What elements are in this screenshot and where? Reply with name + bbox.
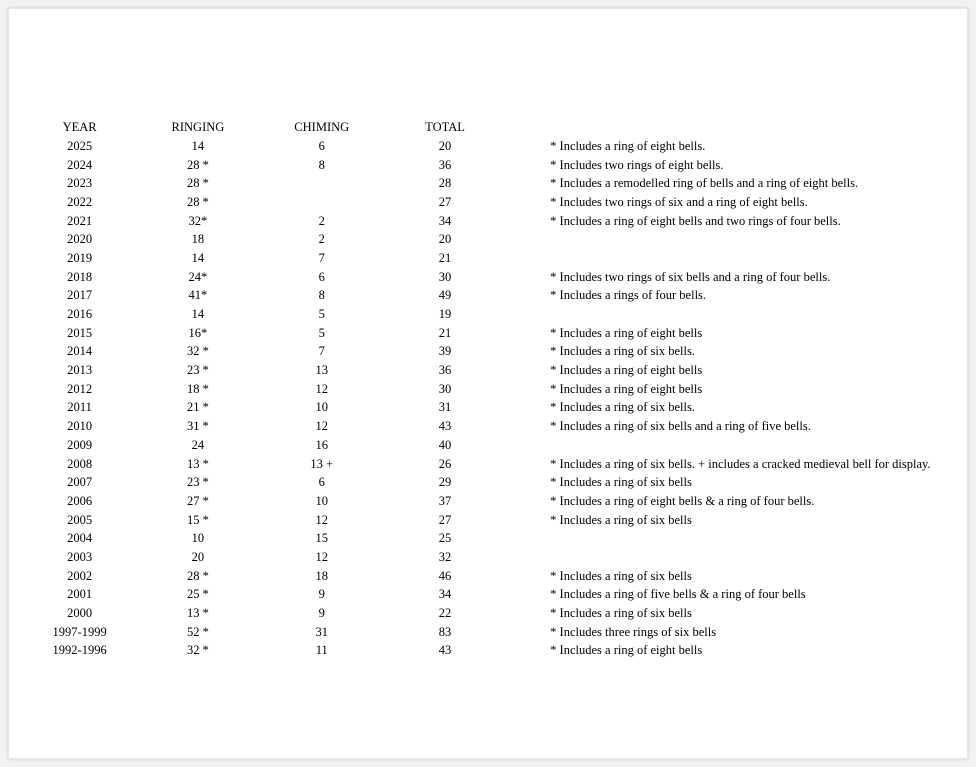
cell-total: 49	[438, 288, 452, 303]
cell-total: 19	[438, 307, 452, 322]
cell-note	[520, 249, 967, 268]
cell-chiming: 6	[318, 269, 325, 284]
cell-ringing: 21 *	[186, 400, 209, 415]
cell-ringing: 32 *	[186, 344, 209, 359]
header-ringing: RINGING	[171, 119, 225, 134]
cell-ringing: 32*	[188, 213, 208, 228]
cell-note: * Includes a ring of five bells & a ring of four bells	[550, 587, 806, 602]
cell-ringing: 10	[191, 531, 205, 546]
cell-ringing: 18	[191, 232, 205, 247]
cell-note: * Includes a ring of six bells	[550, 568, 692, 583]
table-row	[37, 305, 967, 324]
header-notes	[520, 117, 967, 137]
cell-total: 40	[438, 437, 452, 452]
cell-total: 32	[438, 549, 452, 564]
table-row	[37, 642, 967, 661]
cell-total: 43	[438, 643, 452, 658]
cell-year: 2020	[67, 232, 93, 247]
cell-year: 2008	[67, 456, 93, 471]
cell-year: 2025	[67, 138, 93, 153]
table-row	[37, 529, 967, 548]
cell-note: * Includes a ring of six bells	[550, 512, 692, 527]
cell-total: 20	[438, 232, 452, 247]
cell-chiming: 12	[315, 549, 328, 564]
cell-ringing: 18 *	[186, 381, 209, 396]
table-row	[37, 399, 967, 418]
cell-chiming: 9	[318, 587, 325, 602]
cell-chiming: 7	[318, 250, 325, 265]
cell-note: * Includes a ring of eight bells	[550, 325, 703, 340]
cell-chiming: 8	[318, 157, 325, 172]
cell-total: 36	[438, 363, 452, 378]
cell-total: 27	[438, 194, 452, 209]
cell-note: * Includes a ring of eight bells	[550, 643, 703, 658]
cell-note: * Includes a ring of eight bells & a ring of four bells.	[550, 493, 815, 508]
cell-note	[520, 436, 967, 455]
cell-ringing: 16*	[188, 325, 208, 340]
cell-ringing: 28 *	[186, 176, 209, 191]
cell-chiming	[274, 174, 370, 193]
cell-note: * Includes a ring of eight bells and two rings of four bells.	[550, 213, 841, 228]
cell-year: 2009	[67, 437, 93, 452]
cell-year: 2012	[67, 381, 93, 396]
cell-note	[520, 548, 967, 567]
cell-year: 2004	[67, 531, 93, 546]
cell-note: * Includes two rings of eight bells.	[550, 157, 724, 172]
cell-ringing: 32 *	[186, 643, 209, 658]
table-row	[37, 586, 967, 605]
cell-note: * Includes a ring of six bells	[550, 475, 692, 490]
cell-total: 43	[438, 419, 452, 434]
cell-year: 2017	[67, 288, 93, 303]
table-row	[37, 324, 967, 343]
cell-year: 2019	[67, 250, 93, 265]
table-header-row	[37, 117, 967, 137]
cell-chiming: 13	[315, 363, 328, 378]
table-row	[37, 567, 967, 586]
cell-total: 37	[438, 493, 452, 508]
cell-total: 22	[438, 606, 452, 621]
document-page	[8, 8, 968, 759]
cell-chiming: 5	[318, 325, 325, 340]
cell-chiming: 31	[315, 624, 328, 639]
cell-ringing: 13 *	[186, 606, 209, 621]
cell-ringing: 14	[191, 138, 205, 153]
cell-note: * Includes a ring of eight bells	[550, 381, 703, 396]
cell-total: 29	[438, 475, 452, 490]
cell-note: * Includes a ring of six bells and a ring of five bells.	[550, 419, 811, 434]
cell-total: 30	[438, 269, 452, 284]
cell-ringing: 23 *	[186, 475, 209, 490]
cell-year: 2002	[67, 568, 93, 583]
table-row	[37, 230, 967, 249]
cell-note: * Includes a ring of six bells	[550, 606, 692, 621]
cell-total: 21	[438, 250, 452, 265]
cell-year: 2010	[67, 419, 93, 434]
cell-ringing: 41*	[188, 288, 208, 303]
cell-year: 2015	[67, 325, 93, 340]
cell-total: 30	[438, 381, 452, 396]
cell-ringing: 28 *	[186, 157, 209, 172]
cell-chiming: 2	[318, 232, 325, 247]
cell-note: * Includes a ring of eight bells	[550, 363, 703, 378]
cell-year: 2022	[67, 194, 93, 209]
cell-year: 2006	[67, 493, 93, 508]
table-row	[37, 436, 967, 455]
cell-ringing: 25 *	[186, 587, 209, 602]
table-row	[37, 492, 967, 511]
cell-chiming: 2	[318, 213, 325, 228]
table-row	[37, 604, 967, 623]
cell-ringing: 27 *	[186, 493, 209, 508]
cell-note: * Includes two rings of six and a ring of eight bells.	[550, 194, 808, 209]
cell-ringing: 23 *	[186, 363, 209, 378]
header-total: TOTAL	[425, 119, 465, 134]
cell-total: 20	[438, 138, 452, 153]
cell-total: 46	[438, 568, 452, 583]
table-row	[37, 343, 967, 362]
cell-year: 2011	[67, 400, 92, 415]
cell-note: * Includes a ring of six bells.	[550, 344, 695, 359]
table-row	[37, 287, 967, 306]
cell-note: * Includes a ring of eight bells.	[550, 138, 706, 153]
cell-chiming: 13 +	[310, 456, 334, 471]
cell-year: 2021	[67, 213, 93, 228]
cell-year: 2016	[67, 307, 93, 322]
cell-note: * Includes a ring of six bells. + includes a cracked medieval bell for display.	[550, 456, 931, 471]
cell-chiming: 9	[318, 606, 325, 621]
cell-total: 25	[438, 531, 452, 546]
cell-year: 2013	[67, 363, 93, 378]
cell-chiming: 12	[315, 419, 328, 434]
cell-year: 2024	[67, 157, 93, 172]
cell-year: 2014	[67, 344, 93, 359]
header-chiming: CHIMING	[294, 119, 350, 134]
cell-chiming: 8	[318, 288, 325, 303]
cell-ringing: 24*	[188, 269, 208, 284]
cell-chiming: 12	[315, 512, 328, 527]
cell-chiming: 10	[315, 400, 328, 415]
bell-statistics-table	[37, 117, 967, 660]
cell-year: 2001	[67, 587, 93, 602]
header-year: YEAR	[62, 119, 97, 134]
cell-year: 2005	[67, 512, 93, 527]
table-row	[37, 193, 967, 212]
cell-note: * Includes a remodelled ring of bells and a ring of eight bells.	[550, 176, 859, 191]
cell-ringing: 20	[191, 549, 205, 564]
cell-chiming: 10	[315, 493, 328, 508]
table-row	[37, 455, 967, 474]
table-row	[37, 380, 967, 399]
cell-note	[520, 305, 967, 324]
cell-chiming: 6	[318, 475, 325, 490]
table-row	[37, 511, 967, 530]
cell-total: 31	[438, 400, 452, 415]
table-row	[37, 473, 967, 492]
cell-chiming: 7	[318, 344, 325, 359]
cell-total: 39	[438, 344, 452, 359]
table-row	[37, 268, 967, 287]
table-row	[37, 249, 967, 268]
cell-total: 28	[438, 176, 452, 191]
cell-year: 2007	[67, 475, 93, 490]
cell-chiming: 12	[315, 381, 328, 396]
cell-ringing: 28 *	[186, 194, 209, 209]
cell-ringing: 13 *	[186, 456, 209, 471]
cell-chiming	[274, 193, 370, 212]
cell-total: 27	[438, 512, 452, 527]
cell-ringing: 52 *	[186, 624, 209, 639]
cell-note: * Includes a rings of four bells.	[550, 288, 707, 303]
cell-year: 1992-1996	[52, 643, 107, 658]
cell-ringing: 15 *	[186, 512, 209, 527]
cell-note: * Includes two rings of six bells and a ring of four bells.	[550, 269, 831, 284]
table-row	[37, 623, 967, 642]
cell-chiming: 18	[315, 568, 328, 583]
cell-chiming: 15	[315, 531, 328, 546]
table-row	[37, 361, 967, 380]
table-body	[37, 137, 967, 660]
cell-note	[520, 529, 967, 548]
table-row	[37, 548, 967, 567]
cell-chiming: 6	[318, 138, 325, 153]
cell-note	[520, 230, 967, 249]
table-row	[37, 417, 967, 436]
cell-chiming: 11	[315, 643, 328, 658]
table-row	[37, 156, 967, 175]
cell-year: 1997-1999	[52, 624, 107, 639]
cell-chiming: 5	[318, 307, 325, 322]
cell-ringing: 31 *	[186, 419, 209, 434]
cell-year: 2023	[67, 176, 93, 191]
cell-year: 2018	[67, 269, 93, 284]
table-row	[37, 174, 967, 193]
cell-ringing: 28 *	[186, 568, 209, 583]
cell-chiming: 16	[315, 437, 328, 452]
cell-year: 2003	[67, 549, 93, 564]
cell-total: 36	[438, 157, 452, 172]
table-row	[37, 137, 967, 156]
table-row	[37, 212, 967, 231]
cell-total: 21	[438, 325, 452, 340]
cell-note: * Includes a ring of six bells.	[550, 400, 695, 415]
cell-year: 2000	[67, 606, 93, 621]
cell-ringing: 24	[191, 437, 205, 452]
cell-total: 26	[438, 456, 452, 471]
cell-note: * Includes three rings of six bells	[550, 624, 717, 639]
cell-total: 83	[438, 624, 452, 639]
cell-ringing: 14	[191, 307, 205, 322]
cell-total: 34	[438, 213, 452, 228]
cell-total: 34	[438, 587, 452, 602]
cell-ringing: 14	[191, 250, 205, 265]
